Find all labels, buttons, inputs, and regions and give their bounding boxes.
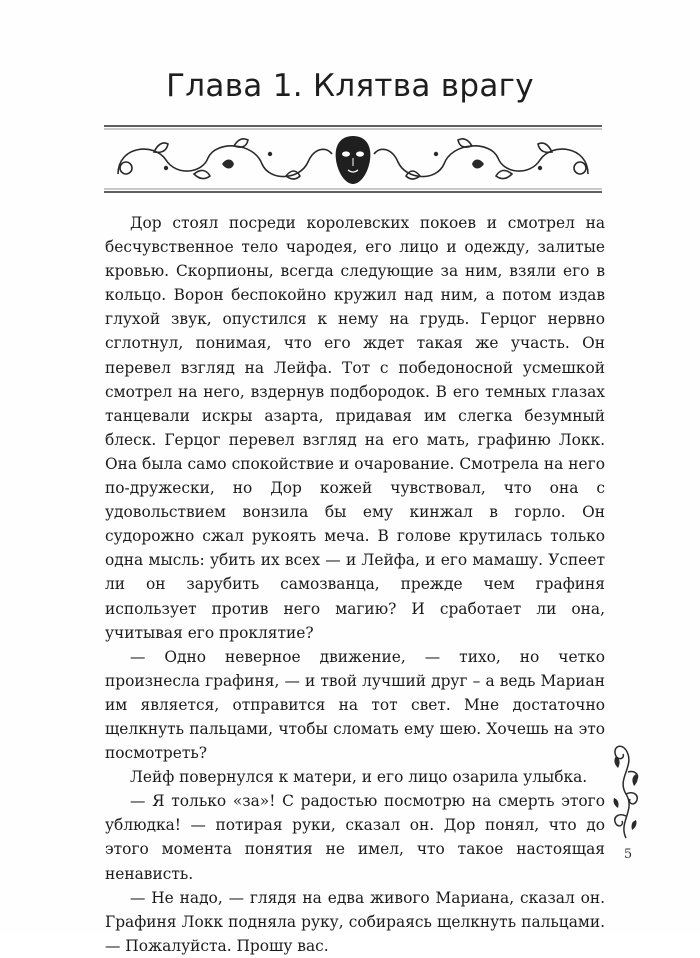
floral-scroll-with-mask-icon (104, 124, 602, 194)
mask-icon (336, 136, 371, 184)
chapter-text (105, 211, 605, 958)
paragraph: Дор стоял посреди королевских покоев и смотрел на бесчувственное тело чародея, его лицо и одежду, залитые кровью. Скорпионы, всегда следующие за ним, взяли его в кольцо. Ворон беспокойно кружил над ним, а потом издав глухой звук, опустился к нему на грудь. Герцог нервно сглотнул, понимая, что его ждет такая же участь. Он перевел взгляд на Лейфа. Тот с победоносной усмешкой смотрел на него, вздернув подбородок. В его темных глазах танцевали искры азарта, придавая им слегка безумный блеск. Герцог перевел взгляд на его мать, графиню Локк. Она была само спокойствие и очарование. Смотрела на него по-дружески, но Дор кожей чувствовал, что она с удовольствием вонзила бы ему кинжал в горло. Он судорожно сжал рукоять меча. В голове крутилась только одна мысль: убить их всех — и Лейфа, и его мамашу. Успеет ли он зарубить самозванца, прежде чем графиня использует против него магию? И сработает ли она, учитывая его проклятие? (105, 214, 605, 642)
paragraph: Лейф повернулся к матери, и его лицо озарила улыбка. (130, 768, 588, 787)
page-number: 5 (623, 847, 633, 862)
floral-vine-icon (608, 738, 644, 840)
paragraph: — Одно неверное движение, — тихо, но четко произнесла графиня, — и твой лучший друг – а ведь Мариан им является, отправится на тот свет. Мне достаточно щелкнуть пальцами, чтобы сломать ему шею. Хочешь на это посмотреть? (105, 647, 605, 763)
chapter-title: Глава 1. Клятва врагу (166, 68, 534, 104)
paragraph: — Я только «за»! С радостью посмотрю на смерть этого ублюдка! — потирая руки, сказал он. Дор понял, что до этого момента понятия не имел, что такое настоящая ненависть. (105, 792, 605, 883)
paragraph: — Не надо, — глядя на едва живого Мариана, сказал он. Графиня Локк подняла руку, собираясь щелкнуть пальцами. — Пожалуйста. Прошу вас. (105, 888, 605, 955)
